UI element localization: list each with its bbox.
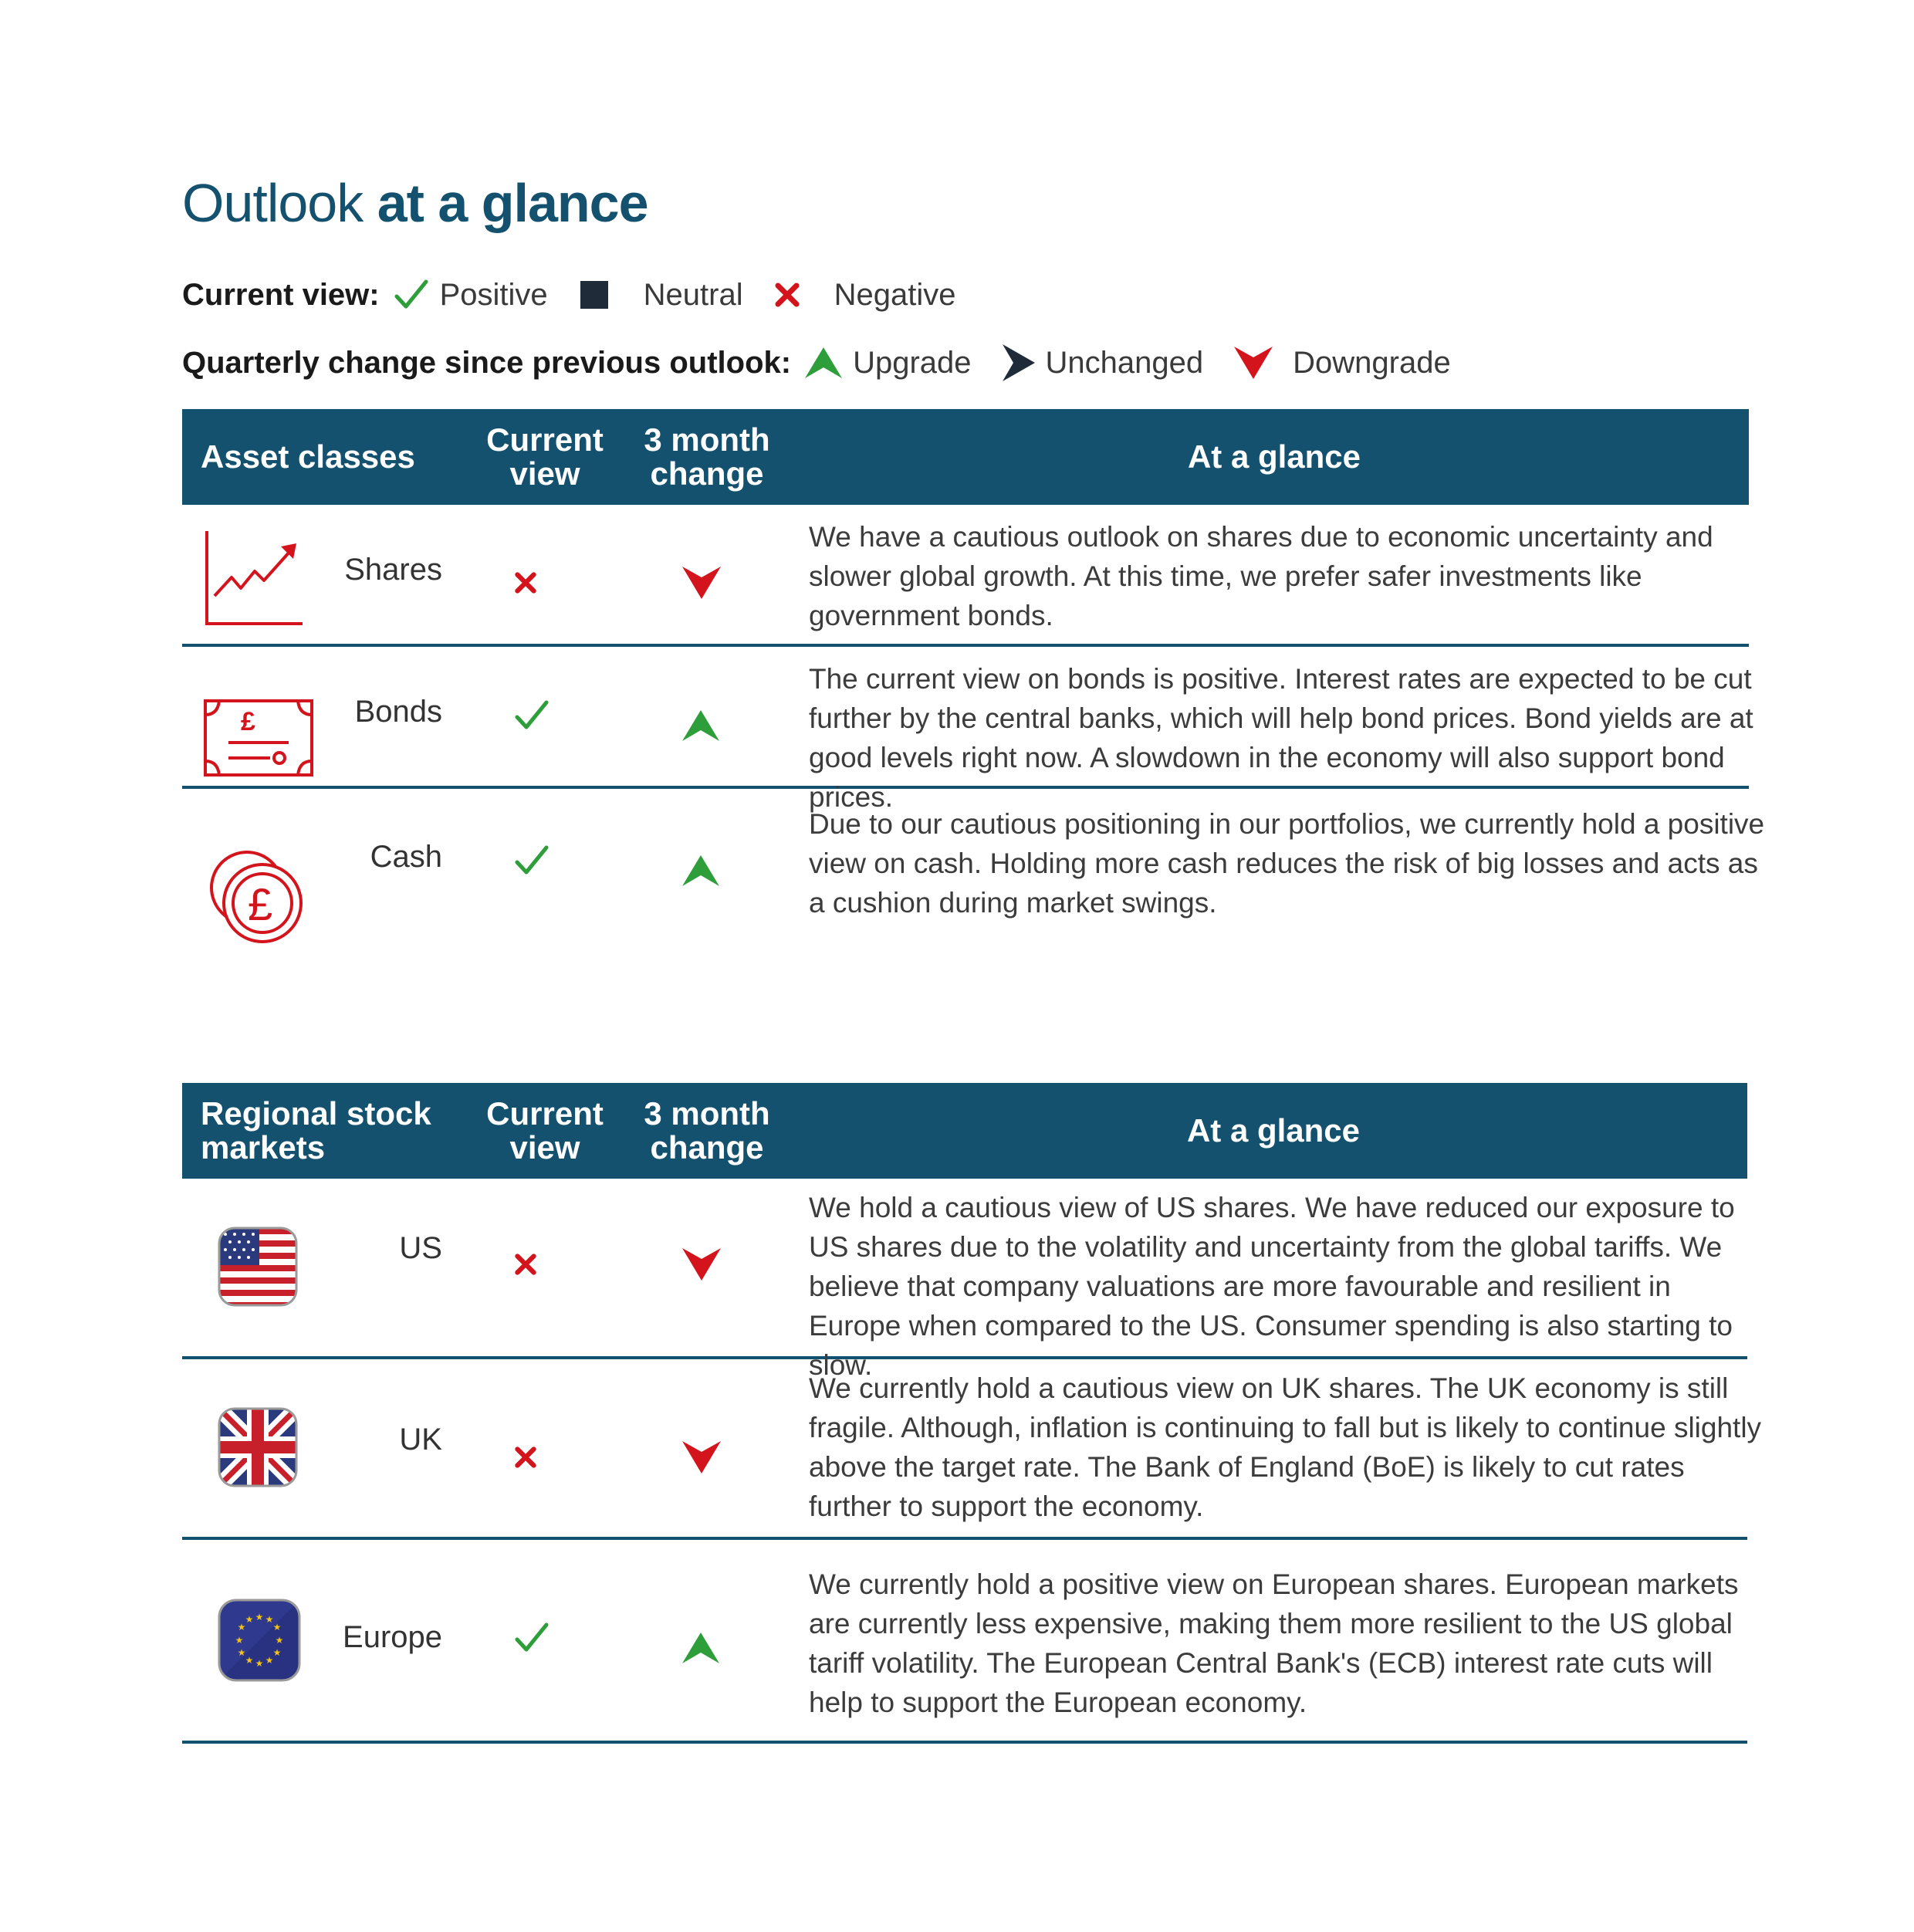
svg-text:★: ★ xyxy=(245,1655,254,1666)
market-name: Europe xyxy=(343,1620,442,1654)
asset-classes-table xyxy=(182,409,1765,951)
table-row-shares xyxy=(182,505,1749,647)
svg-text:★: ★ xyxy=(245,1614,254,1625)
header-current-view: Current view xyxy=(486,1095,604,1166)
header-at-a-glance: At a glance xyxy=(1186,1112,1361,1149)
legend-neutral xyxy=(579,278,743,313)
cross-icon xyxy=(514,571,537,594)
asset-description: We have a cautious outlook on shares due to economic uncertainty and slower global growth. At this time, we prefer safer investments like government bonds. xyxy=(809,521,1713,631)
table-header xyxy=(182,1083,1747,1179)
legend-unchanged-label: Unchanged xyxy=(1045,345,1204,380)
legend-positive-label: Positive xyxy=(439,277,548,312)
cross-icon xyxy=(774,282,800,308)
line-chart-icon xyxy=(204,528,304,628)
header-at-a-glance: At a glance xyxy=(1187,438,1361,475)
current-view-legend xyxy=(182,272,987,318)
right-arrow-icon xyxy=(1003,344,1035,381)
table-row-us xyxy=(182,1179,1747,1381)
table-row-uk xyxy=(182,1359,1762,1540)
legend-upgrade-label: Upgrade xyxy=(853,345,972,380)
tick-icon xyxy=(514,843,550,878)
svg-text:★: ★ xyxy=(265,1614,274,1625)
svg-text:★: ★ xyxy=(265,1655,274,1666)
down-arrow-icon xyxy=(1234,347,1273,379)
current-view-legend-label: Current view: xyxy=(182,277,380,312)
table-row-bonds xyxy=(182,647,1753,813)
market-description: We currently hold a cautious view on UK shares. The UK economy is still fragile. Although, inflation is continuing to fall but is likely to continue slightly above the target rate. The Bank of England (BoE) is likely to cut rates further to support the economy. xyxy=(809,1372,1762,1522)
tick-icon xyxy=(514,698,550,733)
table-row-cash xyxy=(182,789,1765,951)
legend-unchanged xyxy=(1003,344,1204,381)
svg-text:★: ★ xyxy=(235,1635,244,1646)
table-header xyxy=(182,409,1749,505)
legend-negative xyxy=(774,278,956,313)
square-icon xyxy=(579,279,610,310)
svg-text:★: ★ xyxy=(237,1647,246,1658)
header-asset-classes: Asset classes xyxy=(201,438,415,475)
svg-text:★: ★ xyxy=(272,1622,282,1633)
page-title-bold: at a glance xyxy=(377,173,648,233)
svg-text:£: £ xyxy=(248,880,273,930)
svg-text:★: ★ xyxy=(255,1658,264,1669)
market-description: We hold a cautious view of US shares. We have reduced our exposure to US shares due to the volatility and uncertainty from the global tariffs. We believe that company valuations are more favourable and resilient in Europe when compared to the US. Consumer spending is also starting to slow. xyxy=(809,1192,1735,1381)
up-arrow-icon xyxy=(682,1633,719,1663)
legend-upgrade xyxy=(805,346,971,381)
market-name: UK xyxy=(399,1423,442,1457)
legend-neutral-label: Neutral xyxy=(643,277,743,312)
page-title-light: Outlook xyxy=(182,173,377,233)
asset-description: The current view on bonds is positive. Interest rates are expected to be cut further by the central banks, which will help bond prices. Bond yields are at good levels right now. A slowdown in the economy will also support bond prices. xyxy=(809,663,1753,813)
market-name: US xyxy=(399,1231,442,1265)
regional-markets-table xyxy=(182,1083,1762,1744)
svg-text:★: ★ xyxy=(255,1612,264,1622)
svg-text:★: ★ xyxy=(272,1647,282,1658)
header-3-month-change: 3 month change xyxy=(644,421,770,492)
uk-flag-icon xyxy=(216,1406,299,1489)
down-arrow-icon xyxy=(682,1441,721,1474)
asset-name: Cash xyxy=(370,840,442,874)
down-arrow-icon xyxy=(682,567,721,599)
header-current-view: Current view xyxy=(486,421,604,492)
legend-positive xyxy=(394,277,548,313)
svg-text:£: £ xyxy=(241,707,255,736)
svg-text:★: ★ xyxy=(275,1635,284,1646)
page-title xyxy=(182,168,648,238)
tick-icon xyxy=(514,1620,550,1656)
legend-negative-label: Negative xyxy=(834,277,956,312)
bond-certificate-icon xyxy=(204,699,313,777)
up-arrow-icon xyxy=(682,710,719,741)
down-arrow-icon xyxy=(682,1248,721,1281)
change-legend-label: Quarterly change since previous outlook: xyxy=(182,345,792,380)
asset-description: Due to our cautious positioning in our portfolios, we currently hold a positive view on cash. Holding more cash reduces the risk of big losses and acts as a cushion during market swings. xyxy=(809,808,1765,919)
up-arrow-icon xyxy=(682,855,719,886)
change-legend xyxy=(182,340,1482,386)
market-description: We currently hold a positive view on European shares. European markets are currently less expensive, making them more resilient to the US global tariff volatility. The European Central Bank's (ECB) interest rate cuts will help to support the European economy. xyxy=(809,1568,1739,1718)
up-arrow-icon xyxy=(805,347,842,378)
header-3-month-change: 3 month change xyxy=(644,1095,770,1166)
tick-icon xyxy=(394,277,429,313)
us-flag-icon xyxy=(216,1225,299,1308)
eu-flag-icon xyxy=(216,1597,303,1683)
table-row-europe xyxy=(182,1540,1747,1744)
cross-icon xyxy=(514,1253,537,1276)
svg-text:★: ★ xyxy=(237,1622,246,1633)
pound-coins-icon xyxy=(208,849,304,945)
asset-name: Shares xyxy=(344,553,442,587)
cross-icon xyxy=(514,1446,537,1469)
legend-downgrade-label: Downgrade xyxy=(1293,345,1451,380)
legend-downgrade xyxy=(1234,346,1451,381)
asset-name: Bonds xyxy=(354,695,442,729)
header-regional-stock-markets: Regional stock markets xyxy=(201,1095,431,1166)
